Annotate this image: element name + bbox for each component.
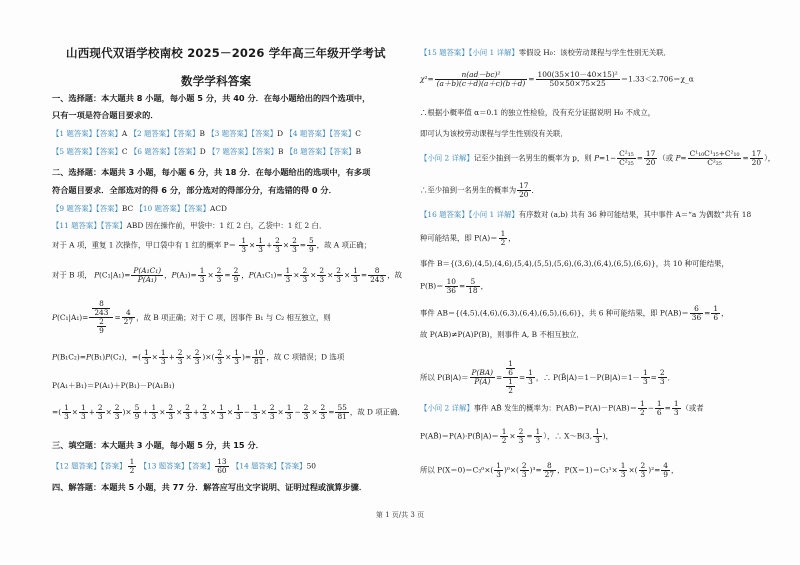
q11-d-tail: ，故 D 项正确． — [349, 407, 405, 417]
section1-heading: 一、选择题：本大题共 8 小题，每小题 5 分，共 40 分．在每小题给出的四个选项中， — [52, 93, 371, 103]
q12-tag: 【12 题答案】【答案】 — [52, 461, 127, 471]
q9-tag: 【9 题答案】【答案】 — [52, 204, 122, 213]
q3-answer: D — [277, 129, 284, 138]
q8-tag: 【8 题答案】【答案】 — [285, 147, 356, 156]
q9-answer: BC — [121, 204, 134, 213]
cond-tail: ，∴ P(B̄|A)＝1－P(B|A)＝1－ — [535, 372, 640, 382]
q15-tag: 【15 题答案】 — [420, 48, 469, 57]
section4-heading: 四、解答题：本题共 5 小题，共 77 分．解答应写出文字说明、证明过程或演算步骤． — [52, 482, 368, 492]
eventAB-tail: ，共 6 种可能结果，即 P(AB)＝ — [581, 308, 689, 318]
q15-sub1: 【小问 1 详解】 — [468, 48, 519, 57]
q16-pa: 种可能结果，即 P(A)＝ $\frac{1}{2}$ ， — [420, 229, 516, 248]
q16-sub2-line2: P(AB̄)＝P(A)·P(B̄|A)＝ — [420, 431, 499, 441]
q16-pb: P(B)＝ $\frac{10}{36}$ = $\frac{5}{18}$ ， — [420, 277, 488, 296]
section3-answers: 【12 题答案】【答案】 $\frac{1}{2}$ 【13 题答案】【答案】 $\frac{13}{60}$ 【14 题答案】【答案】50 — [52, 457, 316, 476]
q11-option-a: 对于 A 项，重复 1 次操作，甲口袋中有 1 红的概率 P＝ $\frac{1}{3}$ × $\frac{1}{3}$ + $\frac{2}{3}$ × $\frac{2}{3}$ = $\frac{5}{9}$ ，故 A 项正确； — [52, 236, 372, 255]
q16-sub1: 【小问 1 详解】 — [468, 210, 519, 219]
q11-option-b-cont: P(C₁|A₁)= $\frac{\frac{8}{243}}{\frac{2}{9}}$ = $\frac{4}{27}$ ，故 B 项正确；对于 C 项，因事件 B₁ 与 C₂ 相互独立，则 — [52, 299, 331, 336]
q2-tag: 【2 题答案】【答案】 — [129, 129, 200, 138]
q15-part2-end: ∴至少抽到一名男生的概率为 $\frac{17}{20}$ ． — [420, 181, 539, 200]
q16-sub2-tag: 【小问 2 详解】 — [420, 403, 474, 413]
q16-conditional: 所以 P(B|A)＝ $\frac{P(BA)}{P(A)}$ = $\frac{\frac{1}{6}}{\frac{1}{2}}$ = $\frac{1}{3}$ ，∴ P(B̄|A)＝1－P(B|A)＝1－ $\frac{1}{3}$ = $\frac{2}{3}$ ． — [420, 359, 675, 396]
q14-answer: 50 — [306, 461, 316, 471]
q16-event-ab: 事件 AB＝{(4,5),(4,6),(6,3),(6,4),(6,5),(6,6)}，共 6 种可能结果，即 P(AB)＝ $\frac{6}{36}$ = $\frac{1}{6}$ ， — [420, 304, 729, 323]
section1-answers-row1 — [52, 129, 361, 138]
q15-sub2-text: 记至少抽到一名男生的概率为 p，则 — [473, 153, 592, 163]
q10-tag: 【10 题答案】【答案】 — [135, 204, 211, 213]
chi-value: ＝1.33＜2.706＝χ_α — [620, 74, 694, 84]
section2-heading-cont: 符合题目要求．全部选对的得 6 分，部分选对的得部分分，有选错的得 0 分． — [52, 185, 337, 195]
q11-tag: 【11 题答案】【答案】 — [52, 221, 127, 230]
eventAB-set: {(4,5),(4,6),(6,3),(6,4),(6,5),(6,6)} — [455, 308, 582, 318]
q7-tag: 【7 题答案】【答案】 — [208, 147, 278, 156]
q11-a-tail: ，故 A 项正确； — [316, 240, 372, 250]
section1-heading-cont: 只有一项是符合题目要求的． — [52, 110, 159, 120]
section2-heading: 二、选择题：本题共 3 小题，每小题 6 分，共 18 分．在每小题给出的选项中，有多项 — [52, 167, 371, 177]
q11-option-d-line2: =( $\frac{1}{3}$ × $\frac{1}{3}$ + $\frac{2}{3}$ × $\frac{2}{3}$ )× $\frac{5}{9}$ + $\frac{1}{3}$ × $\frac{2}{3}$ × $\frac{2}{3}$ + $\frac{2}{3}$ × $\frac{1}{3}$ × $\frac{1}{3}$ − $\frac{1}{3}$ × $\frac{2}{3}$ × $\frac{1}{3}$ − $\frac{2}{3}$ × $\frac{2}{3}$ = $\frac{55}{81}$ ，故 D 项正确． — [52, 403, 405, 422]
q16-part2: 【小问 2 详解】事件 AB̄ 发生的概率为：P(AB̄)＝P(A)－P(AB)＝ $\frac{1}{2}$ − $\frac{1}{6}$ = $\frac{1}{3}$ （或者 — [420, 399, 704, 418]
q13-tag: 【13 题答案】【答案】 — [139, 461, 215, 471]
q16-distribution: 所以 P(X＝0)＝C₃⁰×( $\frac{1}{3}$ )⁰×( $\frac{2}{3}$ )³= $\frac{8}{27}$ ，P(X＝1)＝C₃¹× $\frac{1}{3}$ ×( $\frac{2}{3}$ )²= $\frac{4}{9}$ ， — [420, 461, 679, 480]
q16-independence: 故 P(AB)≠P(A)P(B)，则事件 A, B 不相互独立． — [420, 330, 584, 339]
q15-header — [420, 48, 671, 57]
page-subtitle: 数学学科答案 — [181, 74, 252, 88]
q16-sub2-text: 事件 AB̄ 发生的概率为：P(AB̄)＝P(A)－P(AB)＝ — [473, 403, 637, 413]
eventB-label: 事件 B＝ — [420, 259, 450, 268]
page-title: 山西现代双语学校南校 2025－2026 学年高三年级开学考试 — [66, 46, 386, 60]
q11-answer-line — [52, 221, 326, 230]
q16-tag: 【16 题答案】 — [420, 210, 469, 219]
q15-sub2-tag: 【小问 2 详解】 — [420, 153, 474, 163]
page-footer: 第 1 页/共 3 页 — [375, 511, 425, 519]
q5-answer: C — [121, 147, 128, 156]
q15-h0: 零假设 H₀：该校劳动课程与学生性别无关联． — [518, 48, 671, 57]
q6-tag: 【6 题答案】【答案】 — [129, 147, 200, 156]
q15-part2: 【小问 2 详解】记至少抽到一名男生的概率为 p，则 P=1− $\frac{\text{C²₁₅}}{\text{C²₂₅}}$ = $\frac{17}{20}$ （或 P= $\frac{\text{C¹₁₀C¹₁₅+C²₁₀}}{\text{C²₂₅}}$ = $\frac{17}{20}$ ）， — [420, 149, 776, 168]
q15-conclusion1: ∴根据小概率值 α＝0.1 的独立性检验，没有充分证据说明 H₀ 不成立， — [420, 108, 656, 117]
q11-option-b: 对于 B 项， P(C₁|A₁)= $\frac{\text{P(A₁C₁)}}{\text{P(A₁)}}$ ，P(A₁)= $\frac{1}{3}$ × $\frac{2}{3}$ = $\frac{2}{9}$ ，P(A₁C₁)= $\frac{1}{3}$ × $\frac{2}{3}$ × $\frac{2}{3}$ × $\frac{2}{3}$ × $\frac{1}{3}$ = $\frac{8}{243}$ ，故 — [52, 266, 402, 285]
q4-answer: C — [355, 129, 361, 138]
section3-heading: 三、填空题：本大题共 3 小题，每小题 5 分，共 15 分． — [52, 440, 264, 450]
chi-square-formula: χ²= $\frac{\text{n(ad－bc)²}}{(a+b)(c+d)(a+c)(b+d)}$ = $\frac{\text{100(35×10－40×15)²}}{50\times 50\times 75\times 25}$ ＝1.33＜2.706＝χ_α — [420, 70, 694, 89]
q11-option-d-line1: P(A₁＋B₁)＝P(A₁)＋P(B₁)－P(A₁B₁) — [52, 381, 175, 390]
q11-a-text: 对于 A 项，重复 1 次操作，甲口袋中有 1 红的概率 P＝ — [52, 240, 236, 250]
q1-tag: 【1 题答案】【答案】 — [52, 129, 122, 138]
eventAB-label: 事件 AB＝ — [420, 308, 456, 318]
q2-answer: B — [199, 129, 205, 138]
chi-gen-den: (a＋b)(c＋d)(a＋c)(b＋d) — [436, 79, 526, 89]
q16-px: 所以 P(X＝0)＝C₃⁰× — [420, 465, 491, 475]
q14-tag: 【14 题答案】【答案】 — [231, 461, 307, 471]
pB-label: P(B)＝ — [420, 281, 444, 291]
q7-answer: B — [277, 147, 284, 156]
chi-num: 100(35×10－40×15)² — [537, 70, 618, 79]
q3-tag: 【3 题答案】【答案】 — [207, 129, 278, 138]
q16-px-mid: ，P(X＝1)＝C₃¹× — [557, 465, 618, 475]
q15-sub2-end: ∴至少抽到一名男生的概率为 — [420, 185, 517, 195]
q10-answer: ACD — [210, 204, 227, 213]
q16-text1: 有序数对 (a,b) 共有 36 种可能结果，其中事件 A＝“a 为偶数”共有 18 — [518, 210, 752, 219]
q11-answer: ABD 因在操作前，甲袋中：1 红 2 白，乙袋中：1 红 2 白． — [126, 221, 327, 230]
q15-conclusion2: 即可认为该校劳动课程与学生性别没有关联． — [420, 129, 568, 138]
q11-b2-tail: ，故 B 项正确；对于 C 项，因事件 B₁ 与 C₂ 相互独立，则 — [136, 312, 331, 322]
q16-part2-line2: P(AB̄)＝P(A)·P(B̄|A)＝ $\frac{1}{2}$ × $\frac{2}{3}$ = $\frac{1}{3}$ ），∴ X～B(3, $\frac{1}{3}$ )， — [420, 427, 614, 446]
q9-q10-answers — [52, 204, 227, 213]
q11-b-tail: ，故 — [387, 270, 402, 280]
q5-tag: 【5 题答案】【答案】 — [52, 147, 122, 156]
chi-den: 50×50×75×25 — [549, 79, 606, 89]
q16-sub2-or: （或者 — [681, 403, 704, 413]
eventB-set: {(3,6),(4,5),(4,6),(5,4),(5,5),(5,6),(6,3),(6,4),(6,5),(6,6)} — [449, 259, 656, 268]
chi-gen-num: n(ad－bc)² — [435, 71, 528, 80]
q8-answer: B — [355, 147, 362, 156]
q16-header — [420, 210, 751, 219]
q1-answer: A — [121, 129, 128, 138]
q11-c-tail: ，故 C 项错误；D 选项 — [266, 352, 345, 362]
q11-b-text: 对于 B 项， — [52, 270, 92, 280]
q16-event-b — [420, 259, 729, 268]
eventB-tail: ，共 10 种可能结果， — [655, 259, 729, 268]
q11-option-c: P(B₁C₂)=P(B₁)P(C₂)，=( $\frac{1}{3}$ × $\frac{1}{3}$ + $\frac{2}{3}$ × $\frac{2}{3}$ )×( $\frac{2}{3}$ × $\frac{1}{3}$ )= $\frac{10}{81}$ ，故 C 项错误；D 选项 — [52, 348, 345, 367]
section1-answers-row2 — [52, 147, 361, 156]
q6-answer: D — [199, 147, 206, 156]
cond-text: 所以 P(B|A)＝ — [420, 372, 469, 382]
q4-tag: 【4 题答案】【答案】 — [285, 129, 356, 138]
q16-text2: 种可能结果，即 P(A)＝ — [420, 233, 498, 243]
q16-sub2-binom: ，∴ X～B — [546, 431, 583, 441]
